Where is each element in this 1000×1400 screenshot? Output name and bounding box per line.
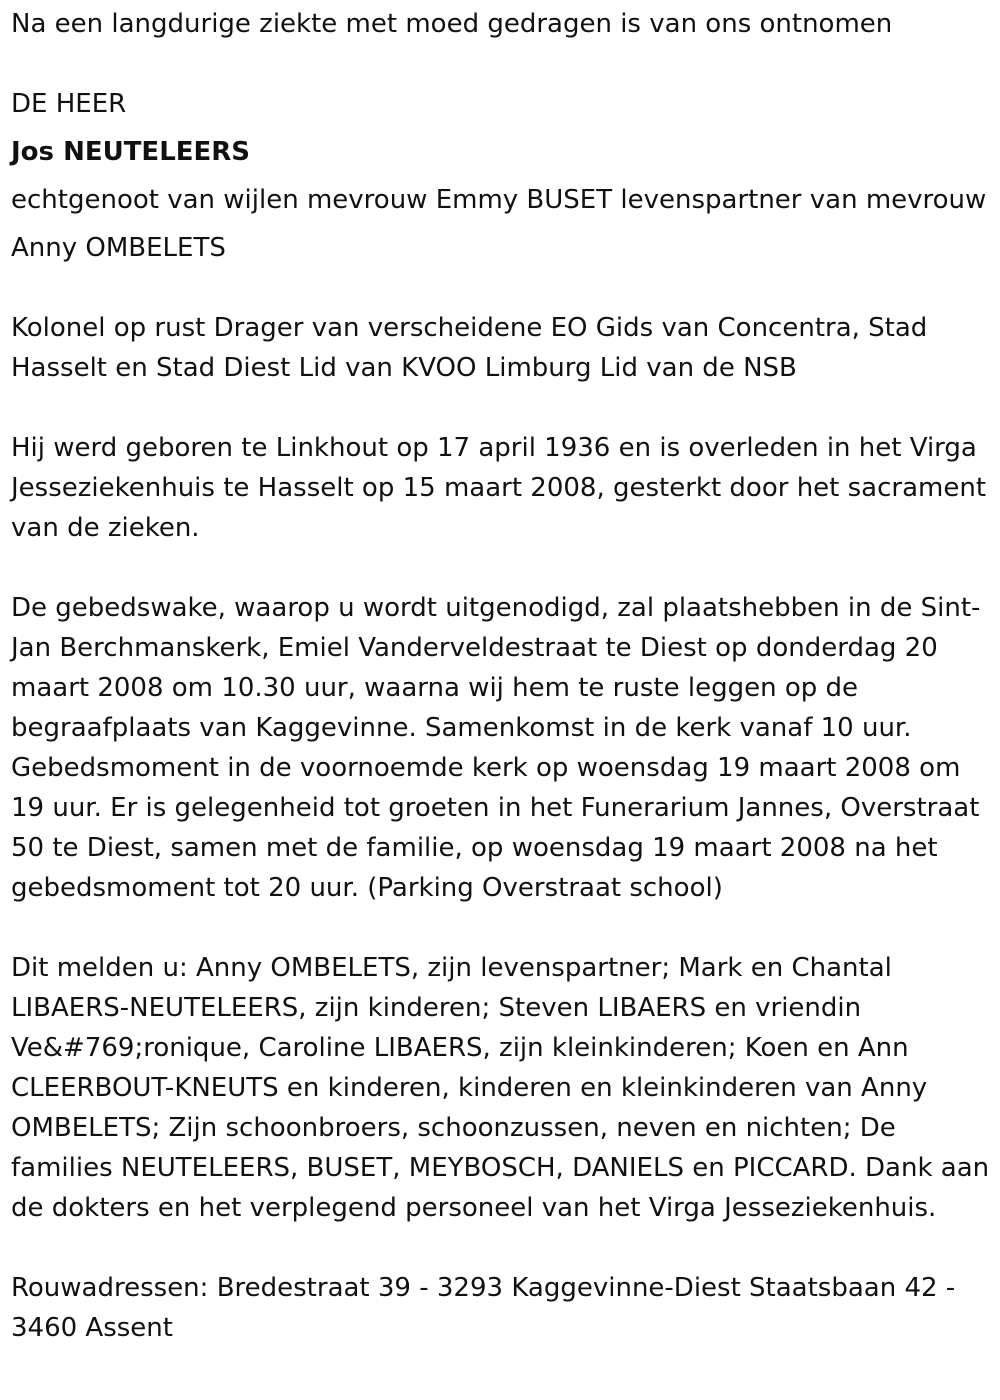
obituary-notice bbox=[11, 4, 991, 1348]
partner-name: Anny OMBELETS bbox=[11, 233, 226, 263]
honorific-title: DE HEER bbox=[11, 89, 127, 119]
intro-text: Na een langdurige ziekte met moed gedragen is van ons ontnomen bbox=[11, 9, 893, 39]
birth-death-paragraph: Hij werd geboren te Linkhout op 17 april 1936 en is overleden in het Virga Jesseziekenhuis te Hasselt op 15 maart 2008, gesterkt door het sacrament van de zieken. bbox=[11, 433, 987, 543]
family-paragraph: Dit melden u: Anny OMBELETS, zijn levenspartner; Mark en Chantal LIBAERS-NEUTELEERS, zijn kinderen; Steven LIBAERS en vriendin Ve&#769;ronique, Caroline LIBAERS, zijn kleinkinderen; Koen en Ann CLEERBOUT-KNEUTS en kinderen, kinderen en kleinkinderen van Anny OMBELETS; Zijn schoonbroers, schoonzussen, neven en nichten; De families NEUTELEERS, BUSET, MEYBOSCH, DANIELS en PICCARD. Dank aan de dokters en het verplegend personeel van het Virga Jesseziekenhuis. bbox=[11, 953, 990, 1223]
career-paragraph: Kolonel op rust Drager van verscheidene EO Gids van Concentra, Stad Hasselt en Stad Diest Lid van KVOO Limburg Lid van de NSB bbox=[11, 313, 928, 383]
ceremony-paragraph: De gebedswake, waarop u wordt uitgenodigd, zal plaatshebben in de Sint-Jan Berchmanskerk, Emiel Vanderveldestraat te Diest op donderdag 20 maart 2008 om 10.30 uur, waarna wij hem te ruste leggen op de begraafplaats van Kaggevinne. Samenkomst in de kerk vanaf 10 uur. Gebedsmoment in de voornoemde kerk op woensdag 19 maart 2008 om 19 uur. Er is gelegenheid tot groeten in het Funerarium Jannes, Overstraat 50 te Diest, samen met de familie, op woensdag 19 maart 2008 na het gebedsmoment tot 20 uur. (Parking Overstraat school) bbox=[11, 593, 981, 903]
deceased-name: Jos NEUTELEERS bbox=[11, 137, 251, 167]
spouse-line: echtgenoot van wijlen mevrouw Emmy BUSET levenspartner van mevrouw bbox=[11, 185, 987, 215]
addresses-paragraph: Rouwadressen: Bredestraat 39 - 3293 Kaggevinne-Diest Staatsbaan 42 - 3460 Assent bbox=[11, 1273, 956, 1343]
